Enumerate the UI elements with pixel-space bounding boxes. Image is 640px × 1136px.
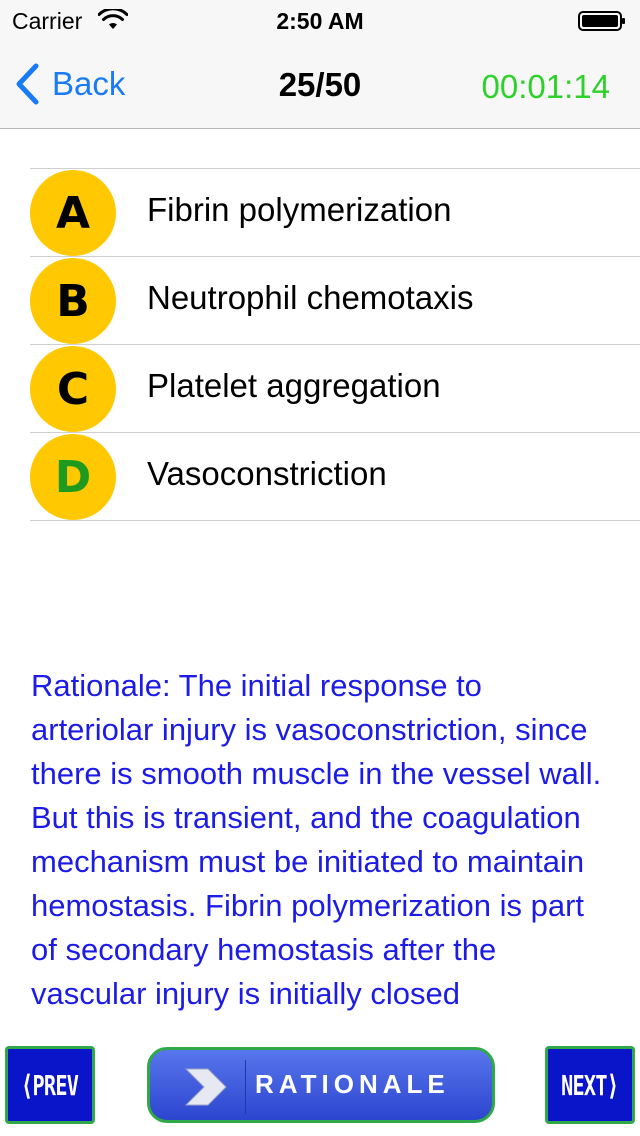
option-d-letter: D <box>54 451 92 503</box>
prev-label: ⟨PREV <box>21 1068 79 1102</box>
next-button[interactable] <box>545 1046 635 1124</box>
option-c-text: Platelet aggregation <box>147 367 441 404</box>
option-b[interactable] <box>30 257 640 345</box>
option-a-letter: A <box>55 187 91 239</box>
navigation-bar <box>0 40 640 129</box>
question-counter: 25/50 <box>278 66 362 103</box>
rationale-text: Rationale: The initial response to arteriolar injury is vasoconstriction, since there is smooth muscle in the vessel wall. But this is transient, and the coagulation mechanism must be initiated to maintain hemostasis. Fibrin polymerization is part of secondary hemostasis after the vascular injury is initially closed <box>31 668 602 1011</box>
option-b-text: Neutrophil chemotaxis <box>147 279 474 316</box>
battery-icon <box>578 11 626 31</box>
status-bar <box>0 0 640 40</box>
option-b-badge <box>30 258 116 344</box>
prev-button[interactable] <box>5 1046 95 1124</box>
option-d-text: Vasoconstriction <box>147 455 387 492</box>
back-label: Back <box>52 65 126 102</box>
option-a-badge <box>30 170 116 256</box>
option-b-letter: B <box>56 275 90 327</box>
carrier-label: Carrier <box>12 8 83 34</box>
option-c-letter: C <box>56 363 90 415</box>
option-d-badge <box>30 434 116 520</box>
option-a-text: Fibrin polymerization <box>147 191 452 228</box>
status-time: 2:50 AM <box>276 8 364 34</box>
option-c[interactable] <box>30 345 640 433</box>
option-c-badge <box>30 346 116 432</box>
chevron-right-icon <box>180 1066 232 1108</box>
quiz-timer: 00:01:14 <box>481 68 610 105</box>
next-label: NEXT⟩ <box>561 1068 619 1102</box>
rationale-button[interactable] <box>147 1047 495 1123</box>
option-a[interactable] <box>30 169 640 257</box>
divider <box>245 1060 246 1114</box>
rationale-button-label: RATIONALE <box>255 1069 450 1099</box>
answer-options <box>30 168 640 521</box>
option-d[interactable] <box>30 433 640 521</box>
